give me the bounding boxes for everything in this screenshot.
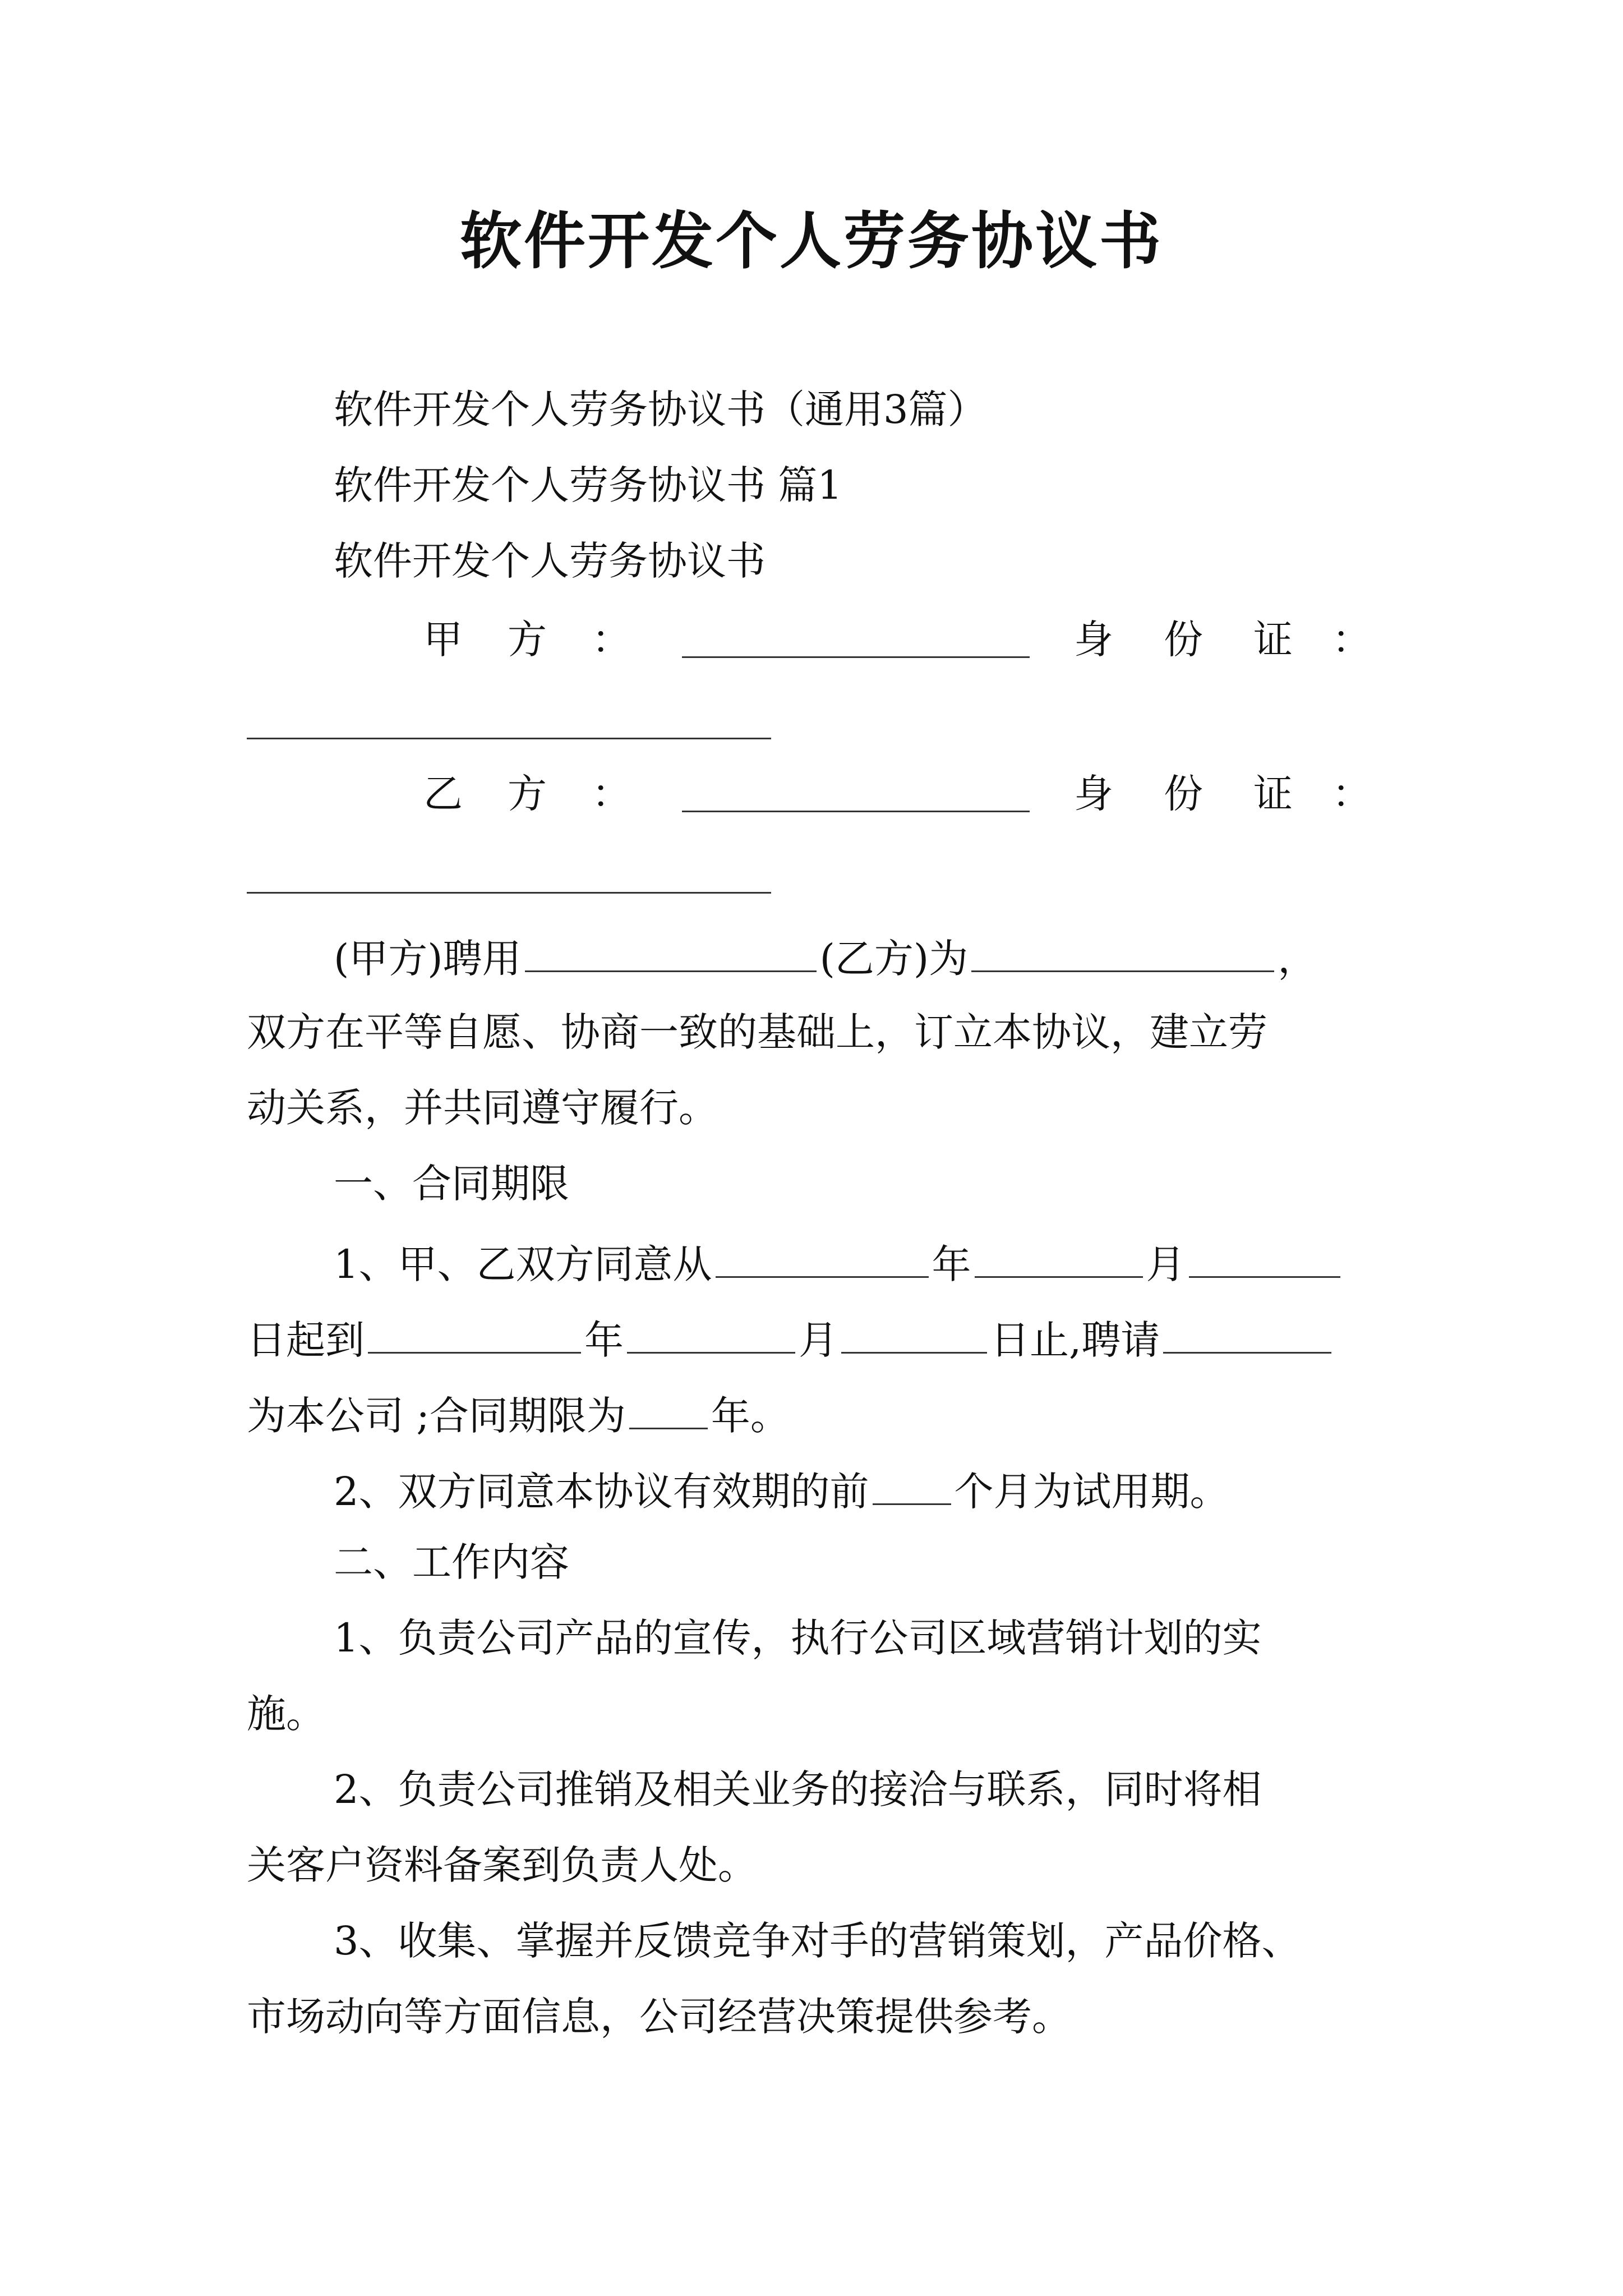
hire-line-2: 双方在平等自愿、协商一致的基础上，订立本协议，建立劳 <box>247 1009 1267 1055</box>
party-b-id-char-2: 份 <box>1164 771 1203 817</box>
party-a-colon: ： <box>592 616 631 662</box>
clause1-line-1 <box>334 1231 1391 1292</box>
position-blank <box>1163 1307 1331 1354</box>
hire-employee-blank <box>525 926 817 972</box>
clause2-text-a: 2、双方同意本协议有效期的前 <box>334 1469 869 1515</box>
party-a-name-blank <box>682 611 1030 658</box>
party-b-colon: ： <box>592 771 631 817</box>
party-a-id-char-2: 份 <box>1164 616 1203 662</box>
clause1-line-3 <box>247 1383 1391 1444</box>
work2-line-1: 2、负责公司推销及相关业务的接洽与联系，同时将相 <box>334 1766 1262 1812</box>
term-years-blank <box>629 1383 708 1429</box>
clause1-term-years: 年。 <box>711 1393 790 1439</box>
section-work-heading: 二、工作内容 <box>334 1539 569 1585</box>
hire-text-a: (甲方)聘用 <box>334 936 522 982</box>
party-a-id-char-1: 身 <box>1074 616 1113 662</box>
work3-line-2: 市场动向等方面信息，公司经营决策提供参考。 <box>247 1994 1071 2040</box>
party-a-label-1: 甲 <box>423 616 463 662</box>
party-b-label-2: 方 <box>508 771 547 817</box>
party-b-id-char-1: 身 <box>1074 771 1113 817</box>
end-day-blank <box>841 1307 987 1354</box>
clause1-year: 年 <box>932 1241 971 1287</box>
end-year-blank <box>368 1307 581 1354</box>
start-day-blank <box>1189 1231 1340 1278</box>
clause1-term-text: 为本公司 ;合同期限为 <box>247 1393 626 1439</box>
clause2-text-b: 个月为试用期。 <box>954 1469 1229 1515</box>
hire-text-b: (乙方)为 <box>819 936 969 982</box>
work1-line-1: 1、负责公司产品的宣传，执行公司区域营销计划的实 <box>334 1615 1262 1661</box>
party-a-id-colon: ： <box>1332 616 1371 662</box>
party-a-id-char-3: 证 <box>1253 616 1293 662</box>
hire-line-3: 动关系，并共同遵守履行。 <box>247 1085 718 1131</box>
clause1-day-to: 日止,聘请 <box>990 1317 1160 1363</box>
start-month-blank <box>975 1231 1143 1278</box>
hire-position-blank <box>971 926 1274 972</box>
heading-general: 软件开发个人劳务协议书（通用3篇） <box>334 386 987 432</box>
section-term-heading: 一、合同期限 <box>334 1161 569 1207</box>
party-b-name-blank <box>682 766 1030 812</box>
heading-part1: 软件开发个人劳务协议书 篇1 <box>334 462 842 508</box>
clause1-month-2: 月 <box>799 1317 838 1363</box>
party-a-label-2: 方 <box>508 616 547 662</box>
heading-agreement: 软件开发个人劳务协议书 <box>334 538 766 584</box>
clause1-year-2: 年 <box>584 1317 624 1363</box>
party-b-label-1: 乙 <box>423 771 463 817</box>
hire-text-c: ， <box>1278 936 1317 982</box>
hire-line-1 <box>334 926 1391 987</box>
start-year-blank <box>716 1231 929 1278</box>
end-month-blank <box>627 1307 795 1354</box>
party-b-id-blank <box>247 892 771 894</box>
document-title: 软件开发个人劳务协议书 <box>460 205 1163 277</box>
party-b-id-colon: ： <box>1332 771 1371 817</box>
clause1-month: 月 <box>1146 1241 1186 1287</box>
clause1-line-2 <box>247 1307 1391 1368</box>
clause1-text-a: 1、甲、乙双方同意从 <box>334 1241 712 1287</box>
party-b-id-char-3: 证 <box>1253 771 1293 817</box>
clause1-day-from: 日起到 <box>247 1317 365 1363</box>
probation-months-blank <box>873 1458 951 1505</box>
work2-line-2: 关客户资料备案到负责人处。 <box>247 1842 757 1888</box>
work1-line-2: 施。 <box>247 1691 325 1737</box>
clause2-line <box>334 1458 1391 1520</box>
work3-line-1: 3、收集、掌握并反馈竞争对手的营销策划，产品价格、 <box>334 1918 1301 1964</box>
party-a-id-blank <box>247 738 771 739</box>
